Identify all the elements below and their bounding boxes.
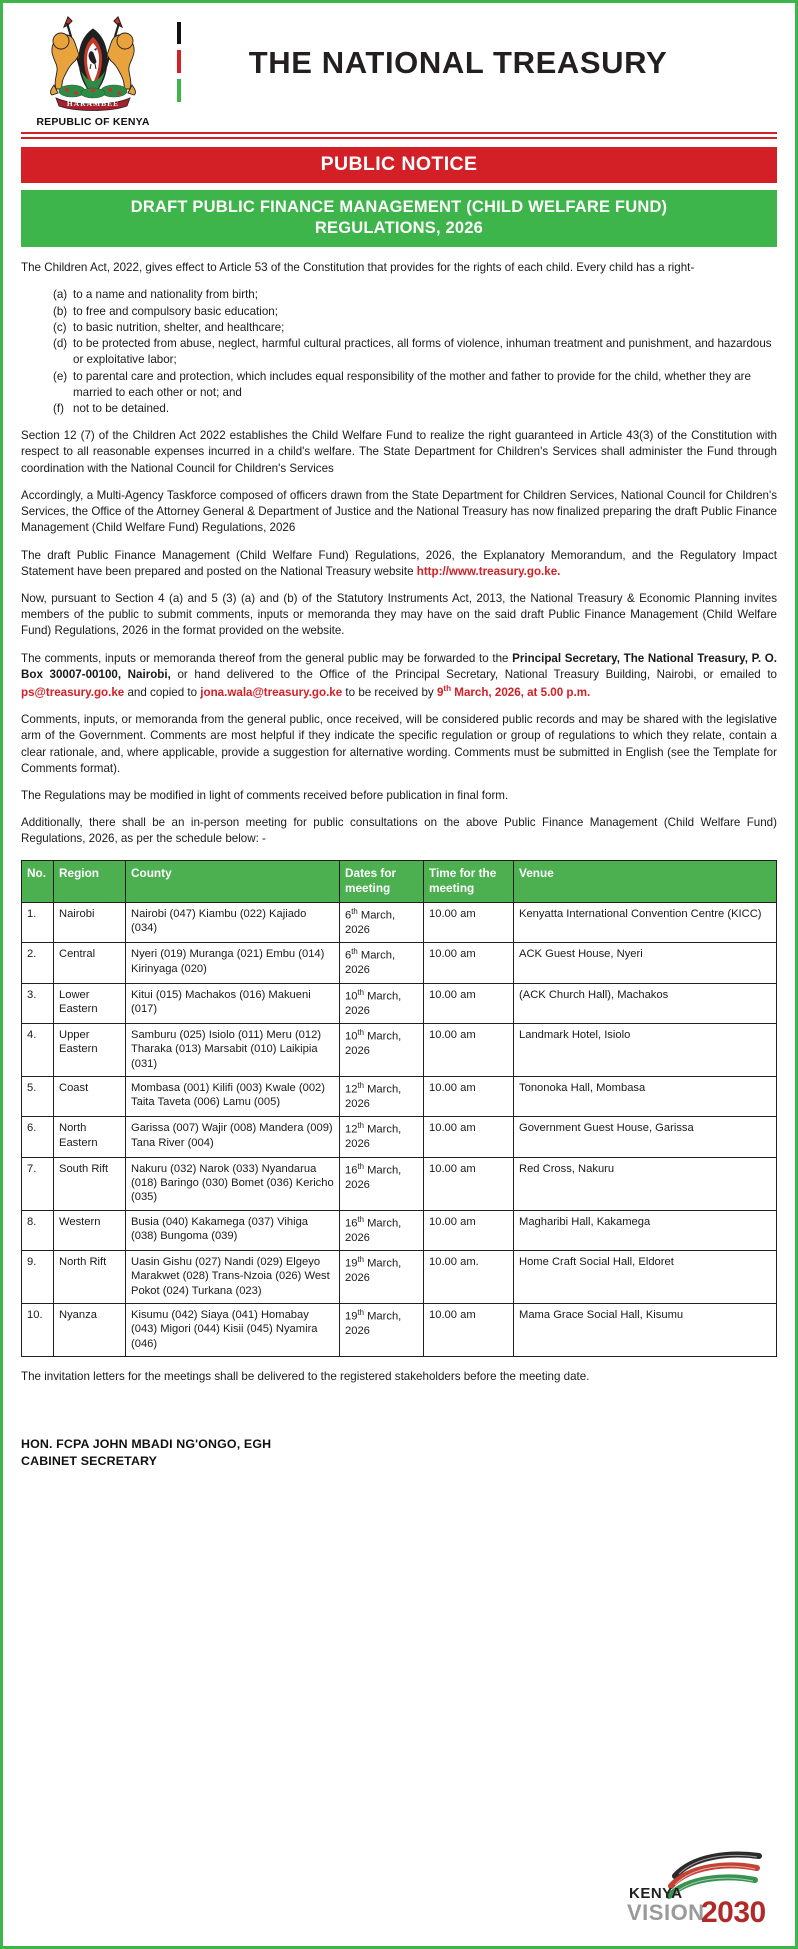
- table-row: [22, 1304, 777, 1357]
- email-copy-link[interactable]: jona.wala@treasury.go.ke: [200, 685, 343, 699]
- schedule-table-body: [22, 902, 777, 1356]
- cell-no: 3.: [22, 983, 54, 1023]
- child-rights-list: [21, 287, 777, 417]
- cell-date: [340, 902, 424, 942]
- subject-banner-line1: DRAFT PUBLIC FINANCE MANAGEMENT (CHILD WELFARE FUND): [130, 198, 668, 216]
- kenya-coat-of-arms-icon: [34, 11, 152, 115]
- taskforce-paragraph: Accordingly, a Multi-Agency Taskforce composed of officers drawn from the State Department for Children Services, National Council for Children's Services, the Office of the Attorney General & Department of Justice and the National Treasury has now finalized preparing the draft Public Finance Management (Child Welfare Fund) Regulations, 2026: [21, 488, 777, 535]
- date-ordinal: th: [357, 1255, 364, 1265]
- cell-date: [340, 1251, 424, 1304]
- cell-date: [340, 983, 424, 1023]
- list-item-marker: (d): [53, 337, 68, 351]
- table-row: [22, 1251, 777, 1304]
- date-rest: March, 2026: [345, 990, 402, 1017]
- header-divider: [17, 132, 781, 139]
- list-item-label: to basic nutrition, shelter, and healthcare;: [73, 320, 285, 334]
- submission-text-2: or hand delivered to the Office of the Principal Secretary, National Treasury Building, Nairobi, or emailed to: [170, 667, 777, 681]
- cell-region: Coast: [54, 1076, 126, 1116]
- masthead: [17, 3, 781, 132]
- date-ordinal: th: [351, 906, 358, 916]
- intro-paragraph: The Children Act, 2022, gives effect to Article 53 of the Constitution that provides for the rights of each child. Every child has a right-: [21, 261, 695, 275]
- cell-venue: Tononoka Hall, Mombasa: [514, 1076, 777, 1116]
- cell-time: 10.00 am: [424, 1304, 514, 1357]
- cell-venue: Mama Grace Social Hall, Kisumu: [514, 1304, 777, 1357]
- column-header-no: No.: [22, 860, 54, 902]
- organization-title: THE NATIONAL TREASURY: [248, 44, 668, 80]
- date-ordinal: th: [357, 1080, 364, 1090]
- date-ordinal: th: [357, 987, 364, 997]
- draft-posted-text: The draft Public Finance Management (Child Welfare Fund) Regulations, 2026, the Explanatory Memorandum, and the Regulatory Impact Statement have been prepared and posted on the National Treasury website: [21, 548, 777, 578]
- date-ordinal: th: [357, 1028, 364, 1037]
- list-item-marker: (e): [53, 369, 68, 383]
- date-ordinal: th: [351, 947, 358, 957]
- date-day: 10: [345, 1030, 358, 1043]
- cell-date: [340, 943, 424, 983]
- date-rest: March, 2026: [345, 909, 396, 936]
- table-row: [22, 1157, 777, 1210]
- flag-bar-green: [177, 79, 181, 102]
- cell-date: [340, 1117, 424, 1157]
- date-day: 19: [345, 1257, 358, 1270]
- column-header-county: County: [126, 860, 340, 902]
- principal-secretary-address: Principal Secretary, The National Treasury, P. O. Box 30007-00100, Nairobi,: [21, 651, 777, 681]
- submission-paragraph: [21, 651, 777, 702]
- cell-time: 10.00 am: [424, 902, 514, 942]
- date-day: 6: [345, 909, 352, 922]
- date-day: 6: [345, 949, 352, 962]
- cell-venue: (ACK Church Hall), Machakos: [514, 983, 777, 1023]
- cell-county: Nairobi (047) Kiambu (022) Kajiado (034): [126, 902, 340, 942]
- cell-region: Central: [54, 943, 126, 983]
- table-header-row: [22, 860, 777, 902]
- cell-region: Upper Eastern: [54, 1024, 126, 1077]
- kenya-flag-color-bars: [177, 22, 181, 118]
- deadline-day: 9: [436, 685, 444, 699]
- column-header-time: Time for the meeting: [424, 860, 514, 902]
- subject-banner-line2: REGULATIONS, 2026: [314, 219, 484, 238]
- signoff-block: [17, 1396, 781, 1469]
- list-item-label: to free and compulsory basic education;: [73, 304, 278, 318]
- cell-time: 10.00 am: [424, 1024, 514, 1077]
- cell-date: [340, 1024, 424, 1077]
- cell-county: Nyeri (019) Muranga (021) Embu (014) Kirinyaga (020): [126, 943, 340, 983]
- cell-date: [340, 1157, 424, 1210]
- cell-county: Nakuru (032) Narok (033) Nyandarua (018) Baringo (030) Bomet (036) Kericho (035): [126, 1157, 340, 1210]
- cell-venue: Kenyatta International Convention Centre (KICC): [514, 902, 777, 942]
- cell-region: North Rift: [54, 1251, 126, 1304]
- cell-no: 8.: [22, 1210, 54, 1250]
- date-ordinal: th: [357, 1121, 364, 1131]
- list-item: [53, 369, 777, 401]
- cell-county: Garissa (007) Wajir (008) Mandera (009) Tana River (004): [126, 1117, 340, 1157]
- date-rest: March, 2026: [345, 1257, 402, 1285]
- cell-venue: Red Cross, Nakuru: [514, 1157, 777, 1210]
- date-ordinal: th: [357, 1161, 364, 1171]
- schedule-table-wrapper: [17, 858, 781, 1357]
- flag-bar-red: [177, 50, 181, 73]
- column-header-region: Region: [54, 860, 126, 902]
- date-ordinal: th: [357, 1308, 364, 1318]
- cell-no: 9.: [22, 1251, 54, 1304]
- date-rest: March, 2026: [345, 1310, 402, 1338]
- date-day: 12: [345, 1124, 358, 1137]
- cell-time: 10.00 am: [424, 943, 514, 983]
- vision-logo-kenya-text: KENYA: [629, 1885, 683, 1902]
- date-rest: March, 2026: [345, 1217, 402, 1244]
- list-item-marker: (b): [53, 304, 68, 318]
- cell-no: 5.: [22, 1076, 54, 1116]
- vision-logo-year-text: 2030: [701, 1896, 766, 1928]
- table-row: [22, 1024, 777, 1077]
- cell-region: North Eastern: [54, 1117, 126, 1157]
- cell-time: 10.00 am: [424, 1210, 514, 1250]
- date-day: 10: [345, 990, 358, 1003]
- cell-venue: Government Guest House, Garissa: [514, 1117, 777, 1157]
- cell-region: South Rift: [54, 1157, 126, 1210]
- kenya-vision-2030-logo: [623, 1850, 775, 1928]
- cell-venue: Home Craft Social Hall, Eldoret: [514, 1251, 777, 1304]
- cell-region: Nyanza: [54, 1304, 126, 1357]
- date-rest: March, 2026: [345, 1083, 402, 1111]
- cell-county: Samburu (025) Isiolo (011) Meru (012) Tharaka (013) Marsabit (010) Laikipia (031): [126, 1024, 340, 1077]
- column-header-dates: Dates for meeting: [340, 860, 424, 902]
- date-day: 16: [345, 1217, 358, 1230]
- date-rest: March, 2026: [345, 949, 396, 977]
- date-rest: March, 2026: [345, 1030, 402, 1058]
- deadline-rest: March, 2026, at 5.00 p.m.: [451, 685, 591, 699]
- cell-county: Kisumu (042) Siaya (041) Homabay (043) Migori (044) Kisii (045) Nyamira (046): [126, 1304, 340, 1357]
- date-day: 16: [345, 1164, 358, 1177]
- vision-logo-vision-text: VISION: [627, 1900, 705, 1925]
- schedule-intro-paragraph: Additionally, there shall be an in-person meeting for public consultations on the above Public Finance Management (Child Welfare Fund) Regulations, 2026, as per the schedule below: -: [21, 816, 777, 846]
- list-item: [53, 401, 777, 417]
- list-item-marker: (c): [53, 320, 67, 334]
- cell-no: 2.: [22, 943, 54, 983]
- table-row: [22, 983, 777, 1023]
- cell-no: 1.: [22, 902, 54, 942]
- cell-venue: ACK Guest House, Nyeri: [514, 943, 777, 983]
- cell-date: [340, 1304, 424, 1357]
- submission-text-3: and copied to: [124, 685, 201, 699]
- list-item: [53, 287, 777, 303]
- list-item-label: not to be detained.: [73, 401, 170, 415]
- table-row: [22, 1210, 777, 1250]
- date-day: 12: [345, 1083, 358, 1096]
- public-consultation-schedule-table: [21, 860, 777, 1357]
- list-item-marker: (a): [53, 288, 68, 302]
- svg-text:HARAMBEE: HARAMBEE: [66, 99, 120, 108]
- cell-time: 10.00 am: [424, 1117, 514, 1157]
- date-rest: March, 2026: [345, 1164, 402, 1191]
- list-item: [53, 336, 777, 368]
- list-item: [53, 320, 777, 336]
- cell-region: Western: [54, 1210, 126, 1250]
- cell-time: 10.00 am: [424, 983, 514, 1023]
- cell-venue: Landmark Hotel, Isiolo: [514, 1024, 777, 1077]
- cell-venue: Magharibi Hall, Kakamega: [514, 1210, 777, 1250]
- cell-time: 10.00 am: [424, 1076, 514, 1116]
- divider-rule-bottom: [21, 137, 777, 139]
- cell-county: Kitui (015) Machakos (016) Makueni (017): [126, 983, 340, 1023]
- notice-body: [17, 247, 781, 847]
- subject-banner: [21, 190, 777, 247]
- table-row: [22, 943, 777, 983]
- cell-region: Nairobi: [54, 902, 126, 942]
- date-rest: March, 2026: [345, 1124, 402, 1151]
- cell-date: [340, 1076, 424, 1116]
- treasury-website-link[interactable]: http://www.treasury.go.ke.: [416, 564, 561, 578]
- list-item-label: to parental care and protection, which includes equal responsibility of the mother and father to provide for the child, whether they are married to each other or not; and: [73, 369, 751, 399]
- section-12-paragraph: Section 12 (7) of the Children Act 2022 establishes the Child Welfare Fund to realize the right guaranteed in Article 43(3) of the Constitution with respect to all reasonable expenses incurred in a child's welfare. The State Department for Children's Services shall administer the Fund through coordination with the National Council for Children's Services: [21, 429, 777, 475]
- cell-no: 7.: [22, 1157, 54, 1210]
- table-row: [22, 1117, 777, 1157]
- public-records-paragraph: Comments, inputs, or memoranda from the general public, once received, will be considered public records and may be shared with the legislative arm of the Government. Comments are most helpful if they indicate the specific regulation or group of regulations to which they relate, contain a clear rationale, and, where applicable, provide a suggestion for alternative wording. Comments must be submitted in English (see the Template for Comments format).: [21, 713, 777, 775]
- crest-block: [17, 11, 169, 128]
- submission-text-1: The comments, inputs or memoranda thereof from the general public may be forwarded to the: [21, 651, 513, 665]
- closing-note: [17, 1357, 781, 1385]
- date-day: 19: [345, 1310, 358, 1323]
- cell-county: Uasin Gishu (027) Nandi (029) Elgeyo Marakwet (028) Trans-Nzoia (026) West Pokot (024) Turkana (023): [126, 1251, 340, 1304]
- flag-bar-black: [177, 22, 181, 45]
- list-item-label: to be protected from abuse, neglect, harmful cultural practices, all forms of violence, inhuman treatment and punishment, and hazardous or exploitative labor;: [73, 337, 772, 367]
- draft-posted-paragraph: [21, 548, 777, 580]
- vision-2030-logo-icon: [623, 1850, 775, 1928]
- date-ordinal: th: [357, 1214, 364, 1224]
- cell-no: 4.: [22, 1024, 54, 1077]
- modification-paragraph: The Regulations may be modified in light of comments received before publication in final form.: [21, 788, 509, 802]
- list-item-label: to a name and nationality from birth;: [73, 288, 258, 302]
- cell-time: 10.00 am: [424, 1157, 514, 1210]
- table-row: [22, 902, 777, 942]
- cell-region: Lower Eastern: [54, 983, 126, 1023]
- cell-no: 10.: [22, 1304, 54, 1357]
- table-row: [22, 1076, 777, 1116]
- list-item: [53, 304, 777, 320]
- cell-no: 6.: [22, 1117, 54, 1157]
- deadline-ordinal-suffix: th: [443, 684, 452, 694]
- email-ps-link[interactable]: ps@treasury.go.ke: [21, 685, 125, 699]
- list-item-marker: (f): [53, 401, 64, 415]
- cell-county: Busia (040) Kakamega (037) Vihiga (038) Bungoma (039): [126, 1210, 340, 1250]
- cell-time: 10.00 am.: [424, 1251, 514, 1304]
- cell-county: Mombasa (001) Kilifi (003) Kwale (002) Taita Taveta (006) Lamu (005): [126, 1076, 340, 1116]
- public-notice-banner: PUBLIC NOTICE: [21, 147, 777, 183]
- invitation-paragraph: Now, pursuant to Section 4 (a) and 5 (3) (a) and (b) of the Statutory Instruments Act, 2013, the National Treasury & Economic Planning invites members of the public to submit comments, inputs or memoranda they may have on the said draft Public Finance Management (Child Welfare Fund) Regulations, 2026 in the format provided on the website.: [21, 591, 777, 638]
- signatory-name: HON. FCPA JOHN MBADI NG'ONGO, EGH: [21, 1437, 272, 1452]
- crest-caption: REPUBLIC OF KENYA: [36, 116, 150, 128]
- column-header-venue: Venue: [514, 860, 777, 902]
- cell-date: [340, 1210, 424, 1250]
- invitation-letters-paragraph: The invitation letters for the meetings shall be delivered to the registered stakeholders before the meeting date.: [21, 1370, 590, 1384]
- submission-text-4: to be received by: [342, 685, 437, 699]
- signatory-title: CABINET SECRETARY: [21, 1453, 158, 1468]
